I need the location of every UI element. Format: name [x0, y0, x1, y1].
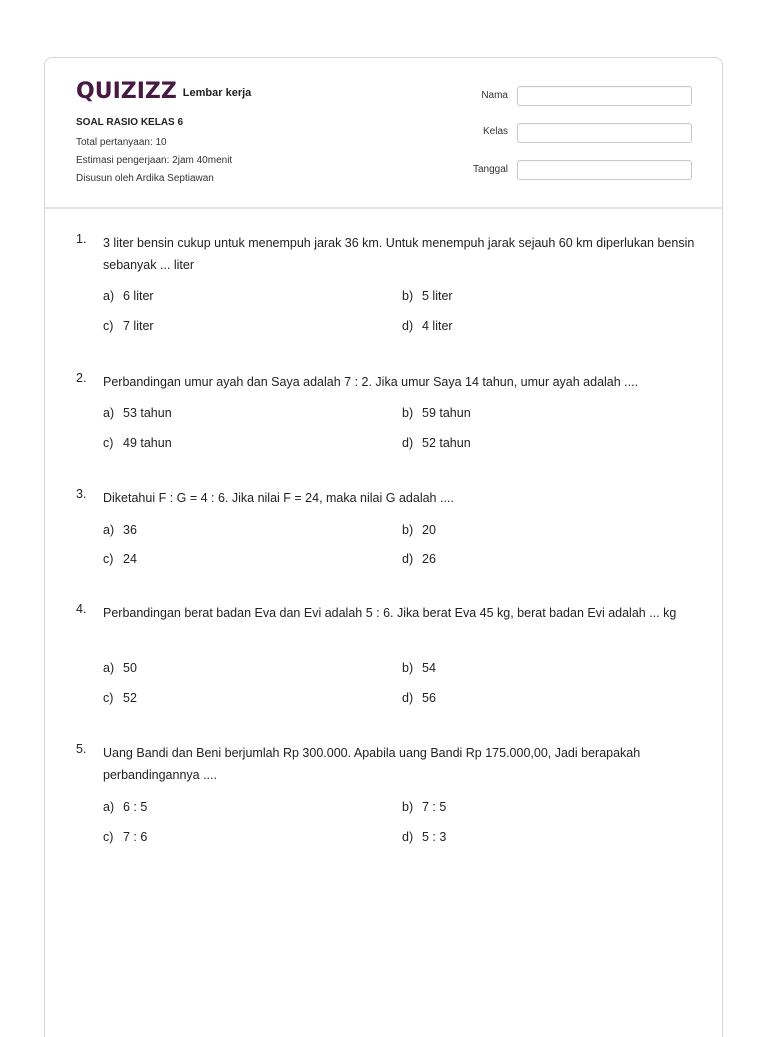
worksheet-header: [45, 58, 722, 209]
question-number: 3.: [76, 487, 87, 501]
option-c: c) 52: [103, 691, 137, 705]
option-a: a) 6 : 5: [103, 800, 148, 814]
option-d: d) 4 liter: [402, 319, 453, 333]
question-text: 3 liter bensin cukup untuk menempuh jarak 36 km. Untuk menempuh jarak sejauh 60 km diperlukan bensin sebanyak ... liter: [103, 236, 695, 272]
option-b: b) 5 liter: [402, 289, 453, 303]
option-a: a) 6 liter: [103, 289, 154, 303]
option-a: a) 36: [103, 523, 137, 537]
option-c: c) 49 tahun: [103, 436, 172, 450]
option-c: c) 7 : 6: [103, 830, 148, 844]
question-text: Uang Bandi dan Beni berjumlah Rp 300.000. Apabila uang Bandi Rp 175.000,00, Jadi berapakah perbandingannya ....: [103, 746, 641, 782]
document-type: Lembar kerja: [182, 87, 252, 99]
option-c: c) 7 liter: [103, 319, 154, 333]
question-text: Perbandingan berat badan Eva dan Evi adalah 5 : 6. Jika berat Eva 45 kg, berat badan Evi adalah ... kg: [103, 606, 677, 620]
class-label: Kelas: [482, 126, 508, 137]
option-b: b) 59 tahun: [402, 406, 471, 420]
total-questions: Total pertanyaan: 10: [76, 137, 167, 148]
question-text: Perbandingan umur ayah dan Saya adalah 7 : 2. Jika umur Saya 14 tahun, umur ayah adalah ....: [103, 375, 639, 389]
class-field[interactable]: [517, 123, 692, 143]
date-label: Tanggal: [472, 164, 508, 175]
worksheet-page: [44, 57, 723, 1037]
quiz-title: SOAL RASIO KELAS 6: [76, 117, 184, 128]
option-d: d) 5 : 3: [402, 830, 447, 844]
question-number: 2.: [76, 371, 87, 385]
option-c: c) 24: [103, 552, 137, 566]
name-field[interactable]: [517, 86, 692, 106]
author: Disusun oleh Ardika Septiawan: [76, 173, 214, 184]
question-number: 5.: [76, 742, 87, 756]
question-text: Diketahui F : G = 4 : 6. Jika nilai F = 24, maka nilai G adalah ....: [103, 491, 454, 505]
option-d: d) 26: [402, 552, 436, 566]
option-a: a) 53 tahun: [103, 406, 172, 420]
option-a: a) 50: [103, 661, 137, 675]
estimated-time: Estimasi pengerjaan: 2jam 40menit: [76, 155, 233, 166]
question-number: 1.: [76, 232, 87, 246]
brand-row: [76, 80, 251, 104]
quizizz-logo: QUIZIZZ: [76, 79, 177, 104]
option-b: b) 7 : 5: [402, 800, 447, 814]
name-label: Nama: [481, 90, 508, 101]
option-b: b) 54: [402, 661, 436, 675]
option-d: d) 52 tahun: [402, 436, 471, 450]
option-b: b) 20: [402, 523, 436, 537]
question-number: 4.: [76, 602, 87, 616]
date-field[interactable]: [517, 160, 692, 180]
option-d: d) 56: [402, 691, 436, 705]
